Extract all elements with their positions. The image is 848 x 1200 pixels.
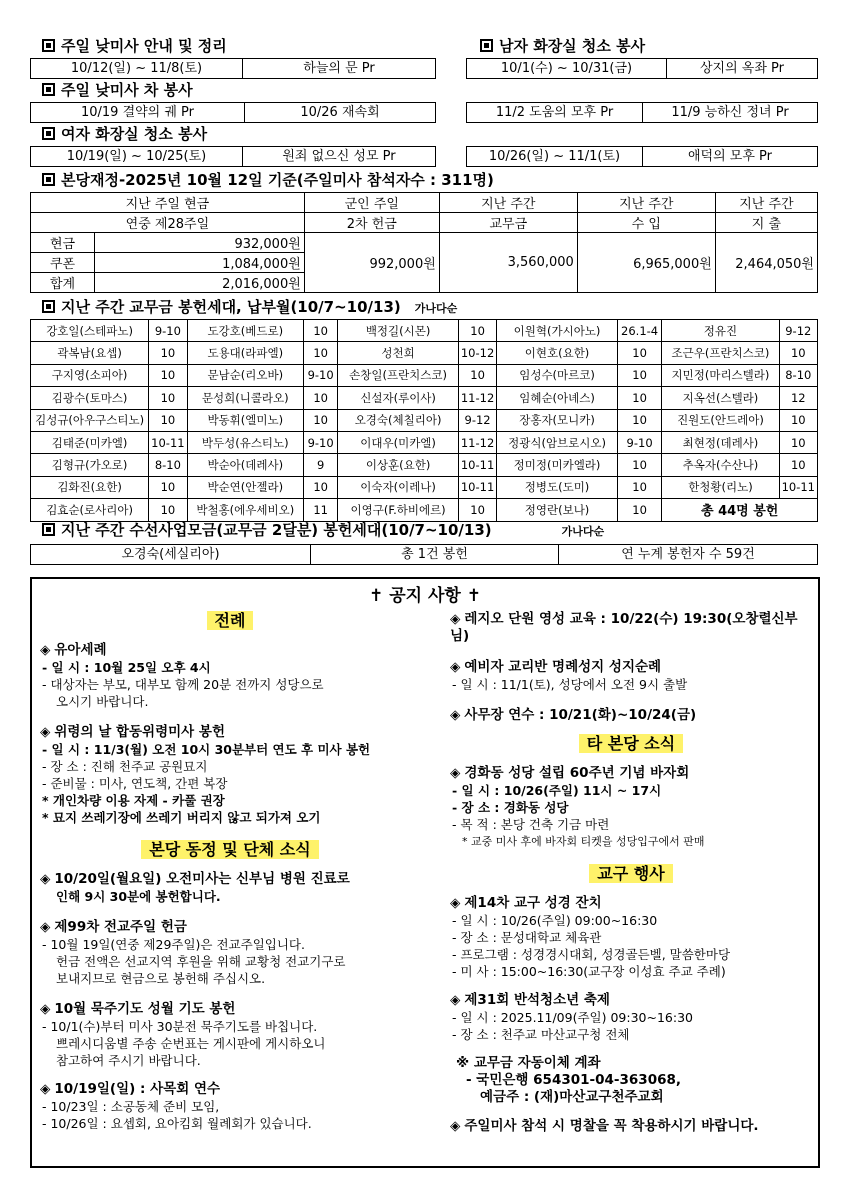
payer-months: 10-11 (458, 476, 496, 498)
payer-months: 9-12 (779, 320, 817, 342)
finance-value: 1,084,000원 (95, 253, 305, 273)
payer-months: 10-11 (149, 431, 187, 453)
payer-name: 임성수(마르코) (497, 364, 618, 386)
dues-total: 총 44명 봉헌 (662, 499, 818, 521)
diamond-bullet-icon: ◈ (450, 895, 461, 911)
payer-months: 10 (303, 320, 337, 342)
payer-months: 9-10 (303, 431, 337, 453)
finance-value: 2,464,050원 (715, 233, 817, 293)
tea-row-left (30, 102, 436, 123)
notice-left-column (40, 607, 420, 1132)
payer-name: 정유진 (662, 320, 779, 342)
payer-name: 문남순(리오바) (187, 364, 303, 386)
square-bullet-icon (42, 83, 55, 96)
payer-months: 10 (458, 320, 496, 342)
tea-row-right (466, 102, 818, 123)
bible-fest-place: - 장 소 : 문성대학교 체육관 (452, 930, 602, 945)
notice-box (30, 577, 820, 1168)
mens-restroom-row (466, 58, 818, 79)
finance-value: 992,000원 (304, 233, 439, 293)
payer-name: 김태준(미카엘) (31, 431, 149, 453)
payer-name: 지민정(마리스텔라) (662, 364, 779, 386)
payer-months: 10 (779, 454, 817, 476)
payer-name: 이상훈(요한) (338, 454, 459, 476)
payer-name: 박동휘(엘미노) (187, 409, 303, 431)
memorial-note: * 묘지 쓰레기장에 쓰레기 버리지 않고 되가져 오기 (42, 810, 321, 825)
diamond-bullet-icon: ◈ (40, 1001, 51, 1017)
gyeonghwa-date: - 일 시 : 10/26(주일) 11시 ~ 17시 (452, 783, 662, 798)
finance-label: 현금 (31, 233, 95, 253)
payer-months: 10 (617, 342, 662, 364)
payer-months: 10 (303, 342, 337, 364)
womens-restroom-team: 애덕의 모후 Pr (687, 149, 772, 164)
payer-months: 10 (458, 364, 496, 386)
payer-months: 10 (617, 499, 662, 521)
mission-sunday-note: - 10월 19일(연중 제29주일)은 전교주일입니다. (42, 937, 305, 952)
payer-name: 문성희(니콜라오) (187, 387, 303, 409)
payer-months: 10-11 (458, 454, 496, 476)
payer-name: 박순연(안젤라) (187, 476, 303, 498)
tea-item: 11/9 능하신 정녀 Pr (671, 105, 789, 120)
payer-months: 9-10 (617, 431, 662, 453)
payer-name: 정미정(미카엘라) (497, 454, 618, 476)
mens-restroom-team: 상지의 옥좌 Pr (699, 61, 784, 76)
gyeonghwa-purpose: - 목 적 : 본당 건축 기금 마련 (452, 817, 610, 832)
table-row (31, 431, 818, 453)
memorial-item: ◈ 위령의 날 합동위령미사 봉헌 (40, 724, 225, 740)
womens-restroom-team: 원죄 없으신 성모 Pr (282, 149, 396, 164)
gyeonghwa-note: * 교중 미사 후에 바자회 티켓을 성당입구에서 판매 (462, 835, 705, 848)
payer-name: 김화진(요한) (31, 476, 149, 498)
payer-name: 김형규(가오로) (31, 454, 149, 476)
payer-months: 10 (458, 499, 496, 521)
rosary-note: 쁘레시디움별 주송 순번표는 게시판에 게시하오니 (56, 1036, 326, 1051)
payer-name: 도강호(베드로) (187, 320, 303, 342)
catechumen-note: - 일 시 : 11/1(토), 성당에서 오전 9시 출발 (452, 677, 688, 692)
payer-name: 장홍자(모니카) (497, 409, 618, 431)
square-bullet-icon (42, 173, 55, 186)
rosary-note: - 10/1(수)부터 미사 30분전 묵주기도를 바칩니다. (42, 1019, 318, 1034)
monday-mass-note: 인해 9시 30분에 봉헌합니다. (56, 889, 221, 904)
payer-months: 10 (149, 476, 187, 498)
monday-mass-item: ◈ 10/20일(월요일) 오전미사는 신부님 병원 진료로 (40, 871, 350, 887)
payer-name: 한청황(리노) (662, 476, 779, 498)
tea-item: 10/19 결약의 궤 Pr (31, 103, 245, 122)
sort-note: 가나다순 (414, 302, 458, 315)
finance-header: 지난 주간 (715, 193, 817, 213)
payer-name: 김광수(토마스) (31, 387, 149, 409)
notice-title: ✝ 공지 사항 ✝ (369, 586, 481, 606)
diamond-bullet-icon: ◈ (450, 1118, 461, 1134)
table-row (31, 387, 818, 409)
diamond-bullet-icon: ◈ (40, 919, 51, 935)
mission-sunday-item: ◈ 제99차 전교주일 헌금 (40, 919, 187, 935)
youth-fest-item: ◈ 제31회 반석청소년 축제 (450, 992, 610, 1008)
table-row (31, 364, 818, 386)
payer-months: 10 (617, 476, 662, 498)
diamond-bullet-icon: ◈ (450, 765, 461, 781)
section-title-finance: 본당재정-2025년 10월 12일 기준(주일미사 참석자수 : 311명) (42, 170, 494, 190)
finance-value: 6,965,000원 (577, 233, 715, 293)
payer-months: 10 (149, 387, 187, 409)
womens-restroom-row-2 (466, 146, 818, 167)
payer-months: 8-10 (779, 364, 817, 386)
payer-name: 박철홍(에우세비오) (187, 499, 303, 521)
diamond-bullet-icon: ◈ (40, 642, 51, 658)
mission-fund-count: 총 1건 봉헌 (311, 545, 559, 564)
gyeonghwa-item: ◈ 경화동 성당 설립 60주년 기념 바자회 (450, 765, 690, 781)
diamond-bullet-icon: ◈ (40, 724, 51, 740)
finance-header: 교무금 (439, 213, 577, 233)
payer-name: 강호일(스테파노) (31, 320, 149, 342)
womens-restroom-dates: 10/26(일) ~ 11/1(토) (467, 147, 643, 166)
square-bullet-icon (42, 39, 55, 52)
youth-fest-place: - 장 소 : 천주교 마산교구청 전체 (452, 1027, 630, 1042)
mission-fund-row (30, 544, 818, 565)
finance-label: 합계 (31, 273, 95, 293)
finance-label: 쿠폰 (31, 253, 95, 273)
council-note: - 10/26일 : 요셉회, 요아킴회 월례회가 있습니다. (42, 1116, 312, 1131)
notice-right-column (450, 611, 812, 1135)
payer-months: 10-11 (779, 476, 817, 498)
bible-fest-mass: - 미 사 : 15:00~16:30(교구장 이성효 주교 주례) (452, 964, 726, 979)
payer-name: 이숙자(이레나) (338, 476, 459, 498)
dues-table (30, 319, 818, 522)
section-title-womens-restroom: 여자 화장실 청소 봉사 (42, 124, 207, 144)
payer-months: 10 (617, 364, 662, 386)
table-row (31, 342, 818, 364)
table-row (31, 320, 818, 342)
bible-fest-date: - 일 시 : 10/26(주일) 09:00~16:30 (452, 913, 658, 928)
liturgy-heading: 전례 (207, 611, 254, 630)
table-row (31, 454, 818, 476)
payer-name: 신설자(루이사) (338, 387, 459, 409)
memorial-prep: - 준비물 : 미사, 연도책, 간편 복장 (42, 776, 228, 791)
payer-name: 박순아(데레사) (187, 454, 303, 476)
finance-header: 지난 주간 (577, 193, 715, 213)
payer-name: 최현정(데레사) (662, 431, 779, 453)
council-item: ◈ 10/19일(일) : 사목회 연수 (40, 1081, 221, 1097)
payer-months: 10 (149, 364, 187, 386)
payer-months: 10 (149, 409, 187, 431)
payer-months: 10-12 (458, 342, 496, 364)
payer-name: 정영란(보나) (497, 499, 618, 521)
diamond-bullet-icon: ◈ (40, 1081, 51, 1097)
bible-fest-item: ◈ 제14차 교구 성경 잔치 (450, 895, 602, 911)
table-row (31, 476, 818, 498)
payer-months: 10 (149, 342, 187, 364)
payer-name: 성천희 (338, 342, 459, 364)
finance-header: 지난 주간 (439, 193, 577, 213)
baptism-date: - 일 시 : 10월 25일 오후 4시 (42, 660, 211, 675)
payer-name: 구지영(소피아) (31, 364, 149, 386)
finance-value: 3,560,000 (439, 233, 577, 293)
payer-months: 10 (303, 387, 337, 409)
account-number: - 국민은행 654301-04-363068, (466, 1072, 682, 1088)
mission-sunday-note: 보내지므로 현금으로 봉헌해 주십시오. (56, 971, 266, 986)
payer-months: 12 (779, 387, 817, 409)
payer-months: 11 (303, 499, 337, 521)
finance-value: 2,016,000원 (95, 273, 305, 293)
payer-months: 9 (303, 454, 337, 476)
diocese-heading: 교구 행사 (589, 864, 672, 883)
payer-months: 9-10 (149, 320, 187, 342)
payer-name: 정병도(도미) (497, 476, 618, 498)
payer-months: 26.1-4 (617, 320, 662, 342)
sort-note: 가나다순 (561, 525, 605, 538)
mass-guide-dates: 10/12(일) ~ 11/8(토) (31, 59, 243, 78)
payer-name: 이원혁(가시아노) (497, 320, 618, 342)
catechumen-item: ◈ 예비자 교리반 명례성지 성지순례 (450, 659, 662, 675)
finance-header: 연중 제28주일 (31, 213, 305, 233)
square-bullet-icon (480, 39, 493, 52)
payer-months: 10 (303, 409, 337, 431)
diamond-bullet-icon: ◈ (450, 659, 461, 675)
payer-months: 9-10 (303, 364, 337, 386)
payer-months: 11-12 (458, 387, 496, 409)
payer-name: 오경숙(체칠리아) (338, 409, 459, 431)
finance-header: 2차 헌금 (304, 213, 439, 233)
mass-guide-row (30, 58, 436, 79)
diamond-bullet-icon: ◈ (40, 871, 51, 887)
table-row (31, 409, 818, 431)
sacristan-item: ◈ 사무장 연수 : 10/21(화)~10/24(금) (450, 707, 697, 723)
square-bullet-icon (42, 127, 55, 140)
payer-months: 10 (617, 409, 662, 431)
gyeonghwa-place: - 장 소 : 경화동 성당 (452, 800, 569, 815)
memorial-date: - 일 시 : 11/3(월) 오전 10시 30분부터 연도 후 미사 봉헌 (42, 742, 371, 757)
finance-header: 지 출 (715, 213, 817, 233)
council-note: - 10/23일 : 소공동체 준비 모임, (42, 1099, 220, 1114)
payer-name: 이현호(요한) (497, 342, 618, 364)
payer-months: 10 (779, 431, 817, 453)
square-bullet-icon (42, 523, 55, 536)
payer-name: 곽복남(요셉) (31, 342, 149, 364)
payer-months: 10 (779, 409, 817, 431)
baptism-note: 오시기 바랍니다. (56, 694, 149, 709)
baptism-item: ◈ 유아세례 (40, 642, 107, 658)
mission-fund-name: 오경숙(세실리아) (31, 545, 311, 564)
account-title: ※ 교무금 자동이체 계좌 (456, 1055, 601, 1071)
finance-header: 지난 주일 현금 (31, 193, 305, 213)
payer-name: 김효순(로사리아) (31, 499, 149, 521)
finance-header: 군인 주일 (304, 193, 439, 213)
payer-name: 박두성(유스티노) (187, 431, 303, 453)
payer-name: 지옥선(스텔라) (662, 387, 779, 409)
payer-name: 임혜순(아녜스) (497, 387, 618, 409)
mass-guide-team: 하늘의 문 Pr (303, 61, 375, 76)
other-parish-heading: 타 본당 소식 (579, 734, 683, 753)
square-bullet-icon (42, 300, 55, 313)
diamond-bullet-icon: ◈ (450, 707, 461, 723)
payer-months: 10 (303, 476, 337, 498)
section-title-mass-guide: 주일 낮미사 안내 및 정리 (42, 36, 227, 56)
nametag-item: ◈ 주일미사 참석 시 명찰을 꼭 착용하시기 바랍니다. (450, 1118, 759, 1134)
table-row (31, 499, 818, 521)
payer-name: 도용대(라파엘) (187, 342, 303, 364)
payer-name: 이대우(미카엘) (338, 431, 459, 453)
section-title-mens-restroom: 남자 화장실 청소 봉사 (480, 36, 645, 56)
diamond-bullet-icon: ◈ (450, 992, 461, 1008)
payer-name: 추옥자(수산나) (662, 454, 779, 476)
payer-name: 조근우(프란치스코) (662, 342, 779, 364)
youth-fest-date: - 일 시 : 2025.11/09(주일) 09:30~16:30 (452, 1010, 693, 1025)
payer-name: 이영구(F.하비에르) (338, 499, 459, 521)
legio-item: ◈ 레지오 단원 영성 교육 : 10/22(수) 19:30(오창렬신부님) (450, 611, 798, 644)
memorial-place: - 장 소 : 진해 천주교 공원묘지 (42, 759, 208, 774)
payer-name: 김성규(아우구스티노) (31, 409, 149, 431)
rosary-item: ◈ 10월 묵주기도 성월 기도 봉헌 (40, 1001, 236, 1017)
payer-months: 8-10 (149, 454, 187, 476)
payer-months: 10 (149, 499, 187, 521)
section-title-mission-fund: 지난 주간 수선사업모금(교무금 2달분) 봉헌세대(10/7~10/13) 가나다순 (42, 520, 604, 540)
section-title-tea: 주일 낮미사 차 봉사 (42, 80, 193, 100)
tea-item: 10/26 재속회 (300, 105, 380, 120)
parish-heading: 본당 동정 및 단체 소식 (141, 840, 318, 859)
womens-restroom-row-1 (30, 146, 436, 167)
finance-table (30, 192, 818, 293)
mission-sunday-note: 헌금 전액은 선교지역 후원을 위해 교황청 전교기구로 (56, 954, 346, 969)
payer-months: 10 (617, 454, 662, 476)
baptism-note: - 대상자는 부모, 대부모 함께 20분 전까지 성당으로 (42, 677, 324, 692)
diamond-bullet-icon: ◈ (450, 611, 461, 627)
payer-name: 진원도(안드레아) (662, 409, 779, 431)
womens-restroom-dates: 10/19(일) ~ 10/25(토) (31, 147, 243, 166)
payer-months: 9-12 (458, 409, 496, 431)
rosary-note: 참고하여 주시기 바랍니다. (56, 1053, 201, 1068)
section-title-dues: 지난 주간 교무금 봉헌세대, 납부월(10/7~10/13) 가나다순 (42, 297, 457, 317)
payer-name: 정광식(암브로시오) (497, 431, 618, 453)
bible-fest-program: - 프로그램 : 성경경시대회, 성경골든벨, 말씀한마당 (452, 947, 731, 962)
tea-item: 11/2 도움의 모후 Pr (467, 103, 643, 122)
payer-name: 손창일(프란치스코) (338, 364, 459, 386)
payer-name: 백정길(시몬) (338, 320, 459, 342)
payer-months: 11-12 (458, 431, 496, 453)
finance-header: 수 입 (577, 213, 715, 233)
mens-restroom-dates: 10/1(수) ~ 10/31(금) (467, 59, 667, 78)
payer-months: 10 (617, 387, 662, 409)
memorial-note: * 개인차량 이용 자제 - 카풀 권장 (42, 793, 225, 808)
account-holder: 예금주 : (재)마산교구천주교회 (480, 1089, 664, 1105)
mission-fund-cumulative: 연 누계 봉헌자 수 59건 (621, 547, 755, 562)
payer-months: 10 (779, 342, 817, 364)
finance-value: 932,000원 (95, 233, 305, 253)
